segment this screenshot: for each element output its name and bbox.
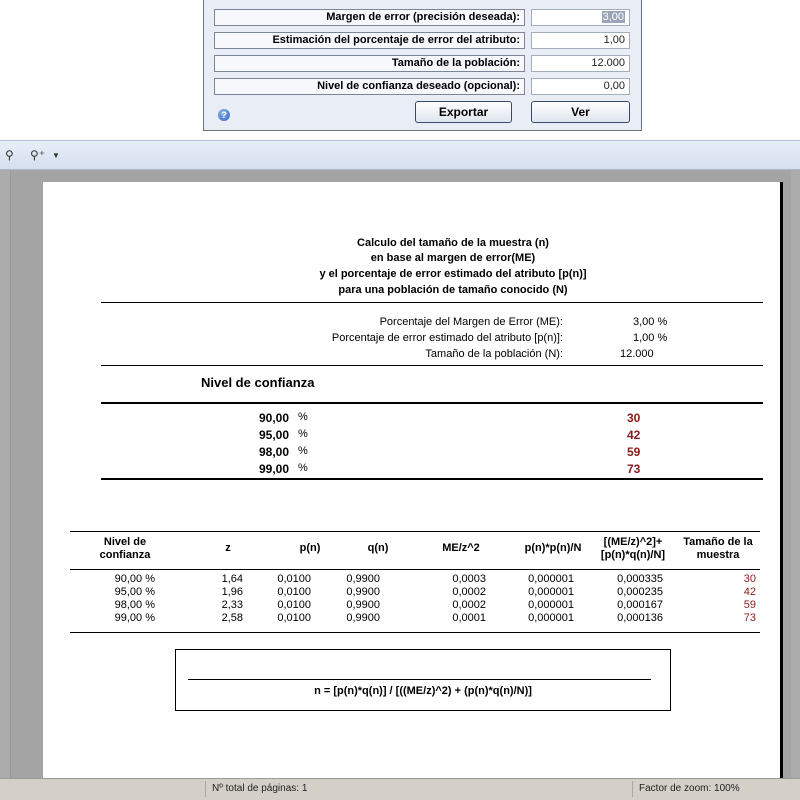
formula-text: n = [p(n)*q(n)] / [((ME/z)^2) + (p(n)*q(n)/N)]	[314, 685, 532, 697]
percent-sign: %	[298, 462, 308, 474]
nivel-pct: 98,00	[258, 445, 289, 459]
col-header-pn: p(n)	[299, 542, 321, 554]
nivel-pct: 99,00	[258, 462, 289, 476]
table-cell: 0,0100	[277, 599, 311, 611]
table-cell: 59	[743, 599, 756, 611]
table-cell: 42	[743, 586, 756, 598]
nivel-divider-top	[101, 402, 763, 404]
table-cell: 98,00 %	[114, 599, 155, 611]
view-button[interactable]: Ver	[531, 101, 630, 123]
table-cell: 0,000167	[617, 599, 663, 611]
param-input-estimacion[interactable]: 1,00	[531, 32, 630, 49]
summary-label-me: Porcentaje del Margen de Error (ME):	[379, 316, 563, 328]
table-bottom-rule	[70, 632, 760, 633]
param-label-confianza: Nivel de confianza deseado (opcional):	[214, 78, 525, 95]
table-cell: 30	[743, 573, 756, 585]
col-header-formula: [(ME/z)^2]+ [p(n)*q(n)/N]	[600, 536, 666, 561]
nivel-sample-size: 73	[627, 462, 641, 476]
percent-sign: %	[298, 411, 308, 423]
help-icon[interactable]: ?	[218, 109, 230, 121]
report-title-line-1: Calculo del tamaño de la muestra (n)	[357, 237, 549, 249]
table-cell: 2,58	[221, 612, 243, 624]
nivel-confianza-title: Nivel de confianza	[201, 375, 315, 390]
nivel-sample-size: 59	[627, 445, 641, 459]
table-cell: 0,0100	[277, 573, 311, 585]
table-cell: 0,000136	[617, 612, 663, 624]
col-header-ppn: p(n)*p(n)/N	[524, 542, 582, 554]
formula-rule	[188, 679, 651, 680]
summary-value-pn: 1,00 %	[633, 332, 668, 344]
col-header-sample: Tamaño de la muestra	[683, 536, 753, 561]
table-cell: 0,9900	[346, 573, 380, 585]
title-divider	[101, 302, 763, 303]
summary-value-n: 12.000	[620, 348, 654, 360]
table-cell: 1,64	[221, 573, 243, 585]
nivel-pct: 90,00	[258, 411, 289, 425]
table-cell: 2,33	[221, 599, 243, 611]
table-cell: 0,000001	[528, 586, 574, 598]
table-cell: 0,9900	[346, 586, 380, 598]
report-toolbar	[0, 140, 800, 170]
status-page-count: Nº total de páginas: 1	[205, 781, 307, 797]
nivel-divider-bottom	[101, 478, 763, 480]
table-top-rule	[70, 531, 760, 532]
table-header-rule	[70, 569, 760, 570]
table-cell: 90,00 %	[114, 573, 155, 585]
table-cell: 0,9900	[346, 612, 380, 624]
param-label-margen: Margen de error (precisión deseada):	[214, 9, 525, 26]
param-value-margen: 3,00	[602, 11, 624, 23]
report-page	[43, 182, 783, 778]
report-title-line-3: y el porcentaje de error estimado del atributo [p(n)]	[319, 268, 587, 280]
table-cell: 0,0001	[452, 612, 486, 624]
table-cell: 99,00 %	[114, 612, 155, 624]
table-cell: 0,000235	[617, 586, 663, 598]
status-zoom: Factor de zoom: 100%	[632, 781, 740, 797]
nivel-pct: 95,00	[258, 428, 289, 442]
summary-label-pn: Porcentaje de error estimado del atributo [p(n)]:	[331, 332, 563, 344]
report-title-line-4: para una población de tamaño conocido (N)	[338, 284, 568, 296]
formula-box	[175, 649, 671, 711]
nivel-sample-size: 42	[627, 428, 641, 442]
table-cell: 0,0002	[452, 586, 486, 598]
percent-sign: %	[298, 428, 308, 440]
param-input-margen[interactable]	[531, 9, 630, 26]
table-cell: 0,0003	[452, 573, 486, 585]
table-cell: 0,000001	[528, 599, 574, 611]
nivel-sample-size: 30	[627, 411, 641, 425]
param-label-poblacion: Tamaño de la población:	[214, 55, 525, 72]
table-cell: 0,000335	[617, 573, 663, 585]
col-header-nivel: Nivel de confianza	[99, 536, 151, 561]
export-button[interactable]: Exportar	[415, 101, 512, 123]
table-cell: 0,0002	[452, 599, 486, 611]
table-cell: 0,0100	[277, 586, 311, 598]
col-header-qn: q(n)	[367, 542, 389, 554]
report-title-line-2: en base al margen de error(ME)	[370, 252, 536, 264]
table-cell: 0,9900	[346, 599, 380, 611]
col-header-z: z	[225, 542, 231, 554]
table-cell: 73	[743, 612, 756, 624]
find-next-icon[interactable]: ⚲⁺	[30, 148, 46, 162]
table-cell: 1,96	[221, 586, 243, 598]
summary-divider	[101, 365, 763, 366]
col-header-mez2: ME/z^2	[442, 542, 480, 554]
status-bar	[0, 778, 800, 800]
table-cell: 0,000001	[528, 612, 574, 624]
table-cell: 95,00 %	[114, 586, 155, 598]
summary-value-me: 3,00 %	[633, 316, 668, 328]
summary-label-n: Tamaño de la población (N):	[425, 348, 563, 360]
find-icon[interactable]: ⚲	[5, 148, 14, 162]
param-input-confianza[interactable]: 0,00	[531, 78, 630, 95]
param-label-estimacion: Estimación del porcentaje de error del atributo:	[214, 32, 525, 49]
param-input-poblacion[interactable]: 12.000	[531, 55, 630, 72]
chevron-down-icon[interactable]: ▼	[52, 151, 60, 160]
table-cell: 0,000001	[528, 573, 574, 585]
percent-sign: %	[298, 445, 308, 457]
table-cell: 0,0100	[277, 612, 311, 624]
